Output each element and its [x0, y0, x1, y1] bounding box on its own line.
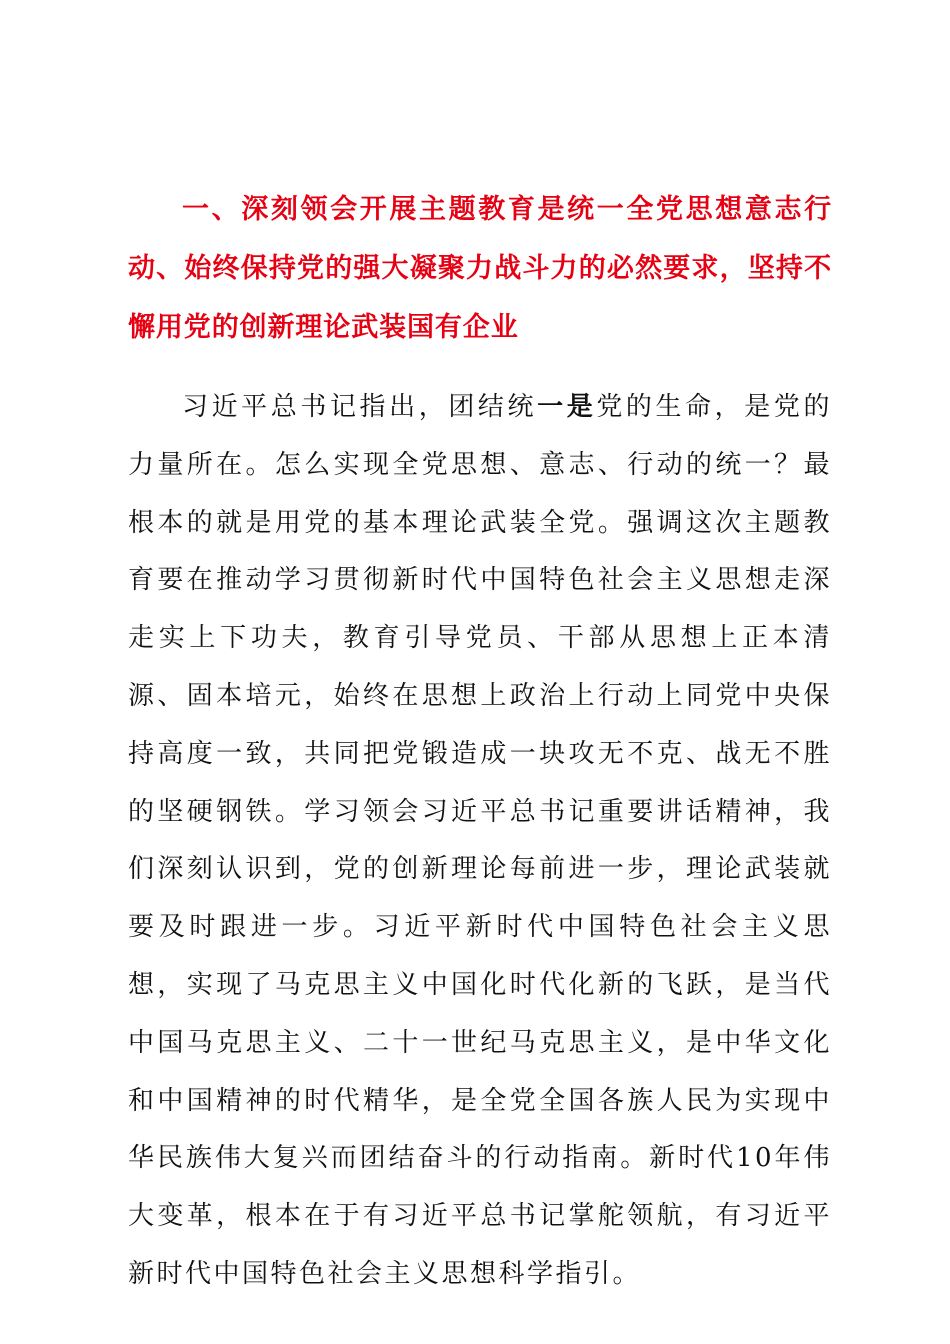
body-paragraph-part1: 习近平总书记指出，团结统 — [182, 392, 538, 422]
body-paragraph — [128, 379, 832, 1304]
section-heading: 一、深刻领会开展主题教育是统一全党思想意志行动、始终保持党的强大凝聚力战斗力的必然要求，坚持不懈用党的创新理论武装国有企业 — [128, 194, 832, 343]
document-content — [128, 180, 832, 1304]
body-paragraph-emphasis: 一是 — [537, 392, 597, 422]
body-paragraph-part2: 党的生命，是党的力量所在。怎么实现全党思想、意志、行动的统一？最根本的就是用党的基本理论武装全党。强调这次主题教育要在推动学习贯彻新时代中国特色社会主义思想走深走实上下功夫，教育引导党员、干部从思想上正本清源、固本培元，始终在思想上政治上行动上同党中央保持高度一致，共同把党锻造成一块攻无不克、战无不胜的坚硬钢铁。学习领会习近平总书记重要讲话精神，我们深刻认识到，党的创新理论每前进一步，理论武装就要及时跟进一步。习近平新时代中国特色社会主义思想，实现了马克思主义中国化时代化新的飞跃，是当代中国马克思主义、二十一世纪马克思主义，是中华文化和中国精神的时代精华，是全党全国各族人民为实现中华民族伟大复兴而团结奋斗的行动指南。新时代10年伟大变革，根本在于有习近平总书记掌舵领航，有习近平新时代中国特色社会主义思想科学指引。 — [128, 392, 832, 1289]
